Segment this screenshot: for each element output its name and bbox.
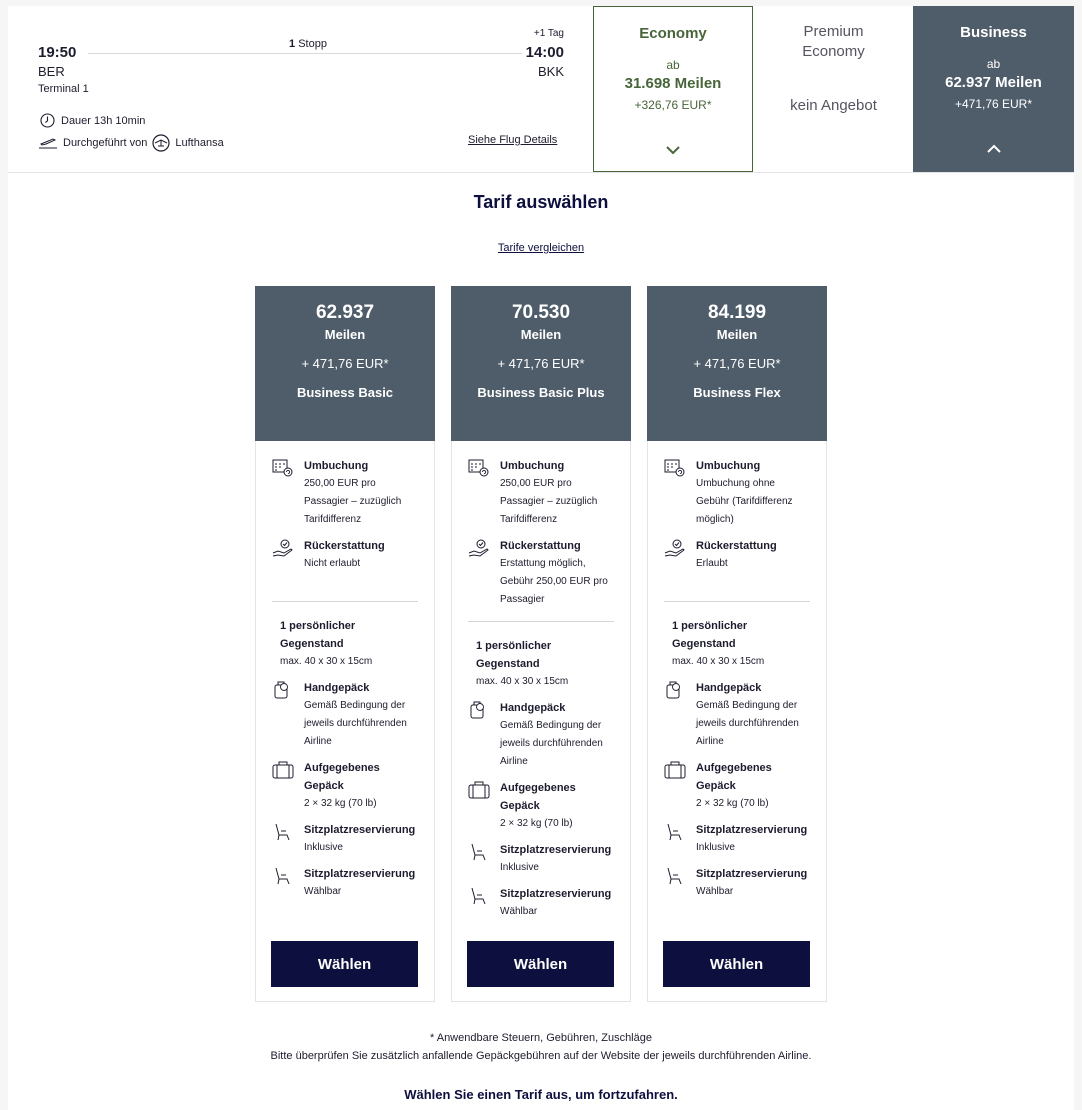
chevron-up-icon[interactable] [986, 144, 1002, 154]
feature-title: Umbuchung [696, 460, 761, 472]
feature-text-line: Erstattung möglich, [500, 558, 586, 569]
feature-text-line: jeweils durchführenden [304, 718, 407, 729]
feature-text-line: 2 × 32 kg (70 lb) [696, 798, 769, 809]
fare-surcharge: + 471,76 EUR* [693, 356, 781, 371]
feature-text-line: Inklusive [500, 862, 539, 873]
feature-text-line: Tarifdifferenz [304, 514, 362, 525]
fare-miles: 62.937 [315, 302, 375, 323]
fare-card-header [647, 286, 827, 441]
divider [664, 601, 810, 602]
feature-title: Sitzplatzreservierung [696, 824, 808, 836]
chevron-down-icon[interactable] [665, 145, 681, 155]
feature-title: Sitzplatzreservierung [304, 824, 416, 836]
feature-text-line: jeweils durchführenden [500, 738, 603, 749]
lufthansa-logo-icon [152, 134, 170, 152]
feature-title: Aufgegebenes [304, 762, 380, 774]
hand-refund-icon [272, 538, 294, 558]
cabin-surcharge: +326,76 EUR* [634, 98, 712, 112]
feature-text-line: Tarifdifferenz [500, 514, 558, 525]
fare-miles-label: Meilen [716, 327, 758, 342]
feature-title: Handgepäck [500, 702, 566, 714]
seat-icon [664, 866, 686, 886]
feature-text-line: 2 × 32 kg (70 lb) [304, 798, 377, 809]
suitcase-icon [664, 760, 686, 780]
operator-info [38, 134, 224, 152]
feature-text-line: Gebühr (Tarifdifferenz [696, 496, 793, 507]
personal-item-title: 1 persönlicher [672, 620, 748, 632]
feature-text-line: Inklusive [696, 842, 735, 853]
hand-refund-icon [468, 538, 490, 558]
taxes-footnote: * Anwendbare Steuern, Gebühren, Zuschläge [430, 1032, 652, 1044]
departure-airport: BER [38, 64, 65, 79]
divider [272, 601, 418, 602]
feature-title: Gepäck [304, 780, 344, 792]
departure-terminal: Terminal 1 [38, 83, 89, 95]
fare-card-business-basic [255, 286, 435, 1002]
feature-text-line: Passagier – zuzüglich [304, 496, 402, 507]
feature-title: Handgepäck [304, 682, 370, 694]
duration-text: Dauer 13h 10min [61, 114, 146, 127]
baggage-footnote: Bitte überprüfen Sie zusätzlich anfallende Gepäckgebühren auf der Website der jeweils durchführenden Airline. [270, 1050, 812, 1062]
feature-text-line: Gemäß Bedingung der [304, 700, 406, 711]
personal-item-title: Gegenstand [280, 638, 344, 650]
feature-text-line: Wählbar [696, 886, 734, 897]
personal-item-title: Gegenstand [476, 658, 540, 670]
feature-title: Sitzplatzreservierung [696, 868, 808, 880]
feature-text-line: Inklusive [304, 842, 343, 853]
flight-details-link[interactable]: Siehe Flug Details [468, 134, 558, 146]
seat-icon [468, 886, 490, 906]
cabin-name [754, 22, 913, 62]
divider [468, 621, 614, 622]
seat-icon [272, 822, 294, 842]
flight-summary-row [8, 6, 1074, 173]
feature-title: Sitzplatzreservierung [500, 888, 612, 900]
fare-name: Business Basic Plus [477, 385, 605, 400]
arrival-time: 14:00 [525, 44, 564, 61]
feature-text-line: Gebühr 250,00 EUR pro [500, 576, 608, 587]
stops-count: 1 [289, 38, 296, 50]
fare-miles: 70.530 [511, 302, 571, 323]
feature-text-line: Passagier – zuzüglich [500, 496, 598, 507]
select-fare-button[interactable]: Wählen [663, 941, 810, 987]
stops-indicator [248, 38, 368, 50]
cabin-name-line-1: Premium [803, 23, 864, 40]
feature-title: Rückerstattung [500, 540, 581, 552]
hand-refund-icon [664, 538, 686, 558]
carry-on-bag-icon [468, 700, 490, 720]
feature-text-line: Airline [696, 736, 724, 747]
feature-title: Sitzplatzreservierung [500, 844, 612, 856]
feature-text-line: Wählbar [304, 886, 342, 897]
flight-timeline [88, 53, 522, 54]
plane-icon [38, 136, 58, 150]
feature-text-line: Umbuchung ohne [696, 478, 775, 489]
seat-icon [272, 866, 294, 886]
select-fare-button[interactable]: Wählen [271, 941, 418, 987]
personal-item-size: max. 40 x 30 x 15cm [280, 656, 373, 667]
feature-title: Umbuchung [304, 460, 369, 472]
fare-miles: 84.199 [707, 302, 767, 323]
feature-text-line: jeweils durchführenden [696, 718, 799, 729]
calendar-rebook-icon [468, 458, 490, 478]
fare-card-business-basic-plus [451, 286, 631, 1002]
departure-time: 19:50 [38, 44, 77, 61]
feature-text-line: 250,00 EUR pro [500, 478, 572, 489]
cabin-business-option[interactable] [913, 6, 1074, 172]
price-from-label: ab [666, 58, 680, 72]
feature-text-line: Gemäß Bedingung der [696, 700, 798, 711]
day-offset: +1 Tag [533, 28, 564, 39]
feature-title: Rückerstattung [304, 540, 385, 552]
fare-card-header [451, 286, 631, 441]
calendar-rebook-icon [664, 458, 686, 478]
fare-card-header [255, 286, 435, 441]
fare-section-title: Tarif auswählen [473, 192, 609, 212]
cabin-name-line-2: Economy [802, 43, 865, 60]
operated-by-label: Durchgeführt von [63, 137, 148, 149]
select-fare-button[interactable]: Wählen [467, 941, 614, 987]
seat-icon [468, 842, 490, 862]
feature-title: Sitzplatzreservierung [304, 868, 416, 880]
cabin-miles: 62.937 Meilen [945, 74, 1042, 91]
personal-item-size: max. 40 x 30 x 15cm [672, 656, 765, 667]
feature-title: Umbuchung [500, 460, 565, 472]
price-from-label: ab [986, 57, 1001, 71]
feature-text-line: Airline [304, 736, 332, 747]
feature-title: Gepäck [696, 780, 736, 792]
personal-item-title: Gegenstand [672, 638, 736, 650]
carry-on-bag-icon [664, 680, 686, 700]
select-fare-prompt: Wählen Sie einen Tarif aus, um fortzufahren. [404, 1087, 678, 1102]
feature-text-line: Passagier [500, 594, 545, 605]
seat-icon [664, 822, 686, 842]
airline-name: Lufthansa [175, 137, 224, 149]
stops-label: Stopp [298, 38, 327, 50]
personal-item-size: max. 40 x 30 x 15cm [476, 676, 569, 687]
fare-name: Business Flex [693, 385, 781, 400]
feature-text-line: möglich) [696, 514, 734, 525]
cabin-name: Business [960, 24, 1027, 41]
fare-miles-label: Meilen [324, 327, 366, 342]
carry-on-bag-icon [272, 680, 294, 700]
feature-text-line: Nicht erlaubt [304, 558, 361, 569]
personal-item-title: 1 persönlicher [476, 640, 552, 652]
feature-text-line: Airline [500, 756, 528, 767]
fare-surcharge: + 471,76 EUR* [301, 356, 389, 371]
suitcase-icon [272, 760, 294, 780]
feature-title: Gepäck [500, 800, 540, 812]
feature-title: Rückerstattung [696, 540, 777, 552]
feature-text-line: Erlaubt [696, 558, 728, 569]
feature-title: Aufgegebenes [500, 782, 576, 794]
feature-title: Aufgegebenes [696, 762, 772, 774]
personal-item-title: 1 persönlicher [280, 620, 356, 632]
calendar-rebook-icon [272, 458, 294, 478]
feature-text-line: 2 × 32 kg (70 lb) [500, 818, 573, 829]
feature-text-line: Wählbar [500, 906, 538, 917]
clock-icon [40, 113, 55, 128]
cabin-miles: 31.698 Meilen [624, 75, 722, 92]
no-offer-label: kein Angebot [790, 97, 877, 114]
fare-name: Business Basic [296, 385, 394, 400]
feature-text-line: Gemäß Bedingung der [500, 720, 602, 731]
feature-title: Handgepäck [696, 682, 762, 694]
cabin-premium-economy-option [754, 6, 913, 172]
compare-fares-link[interactable]: Tarife vergleichen [497, 242, 585, 254]
arrival-airport: BKK [537, 64, 564, 79]
flight-duration [40, 113, 145, 128]
suitcase-icon [468, 780, 490, 800]
feature-text-line: 250,00 EUR pro [304, 478, 376, 489]
fare-card-business-flex [647, 286, 827, 1002]
cabin-economy-option[interactable] [593, 6, 753, 172]
fare-surcharge: + 471,76 EUR* [497, 356, 585, 371]
flight-result-panel [8, 6, 1074, 1110]
cabin-name: Economy [639, 25, 707, 42]
fare-miles-label: Meilen [520, 327, 562, 342]
cabin-surcharge: +471,76 EUR* [954, 97, 1033, 111]
